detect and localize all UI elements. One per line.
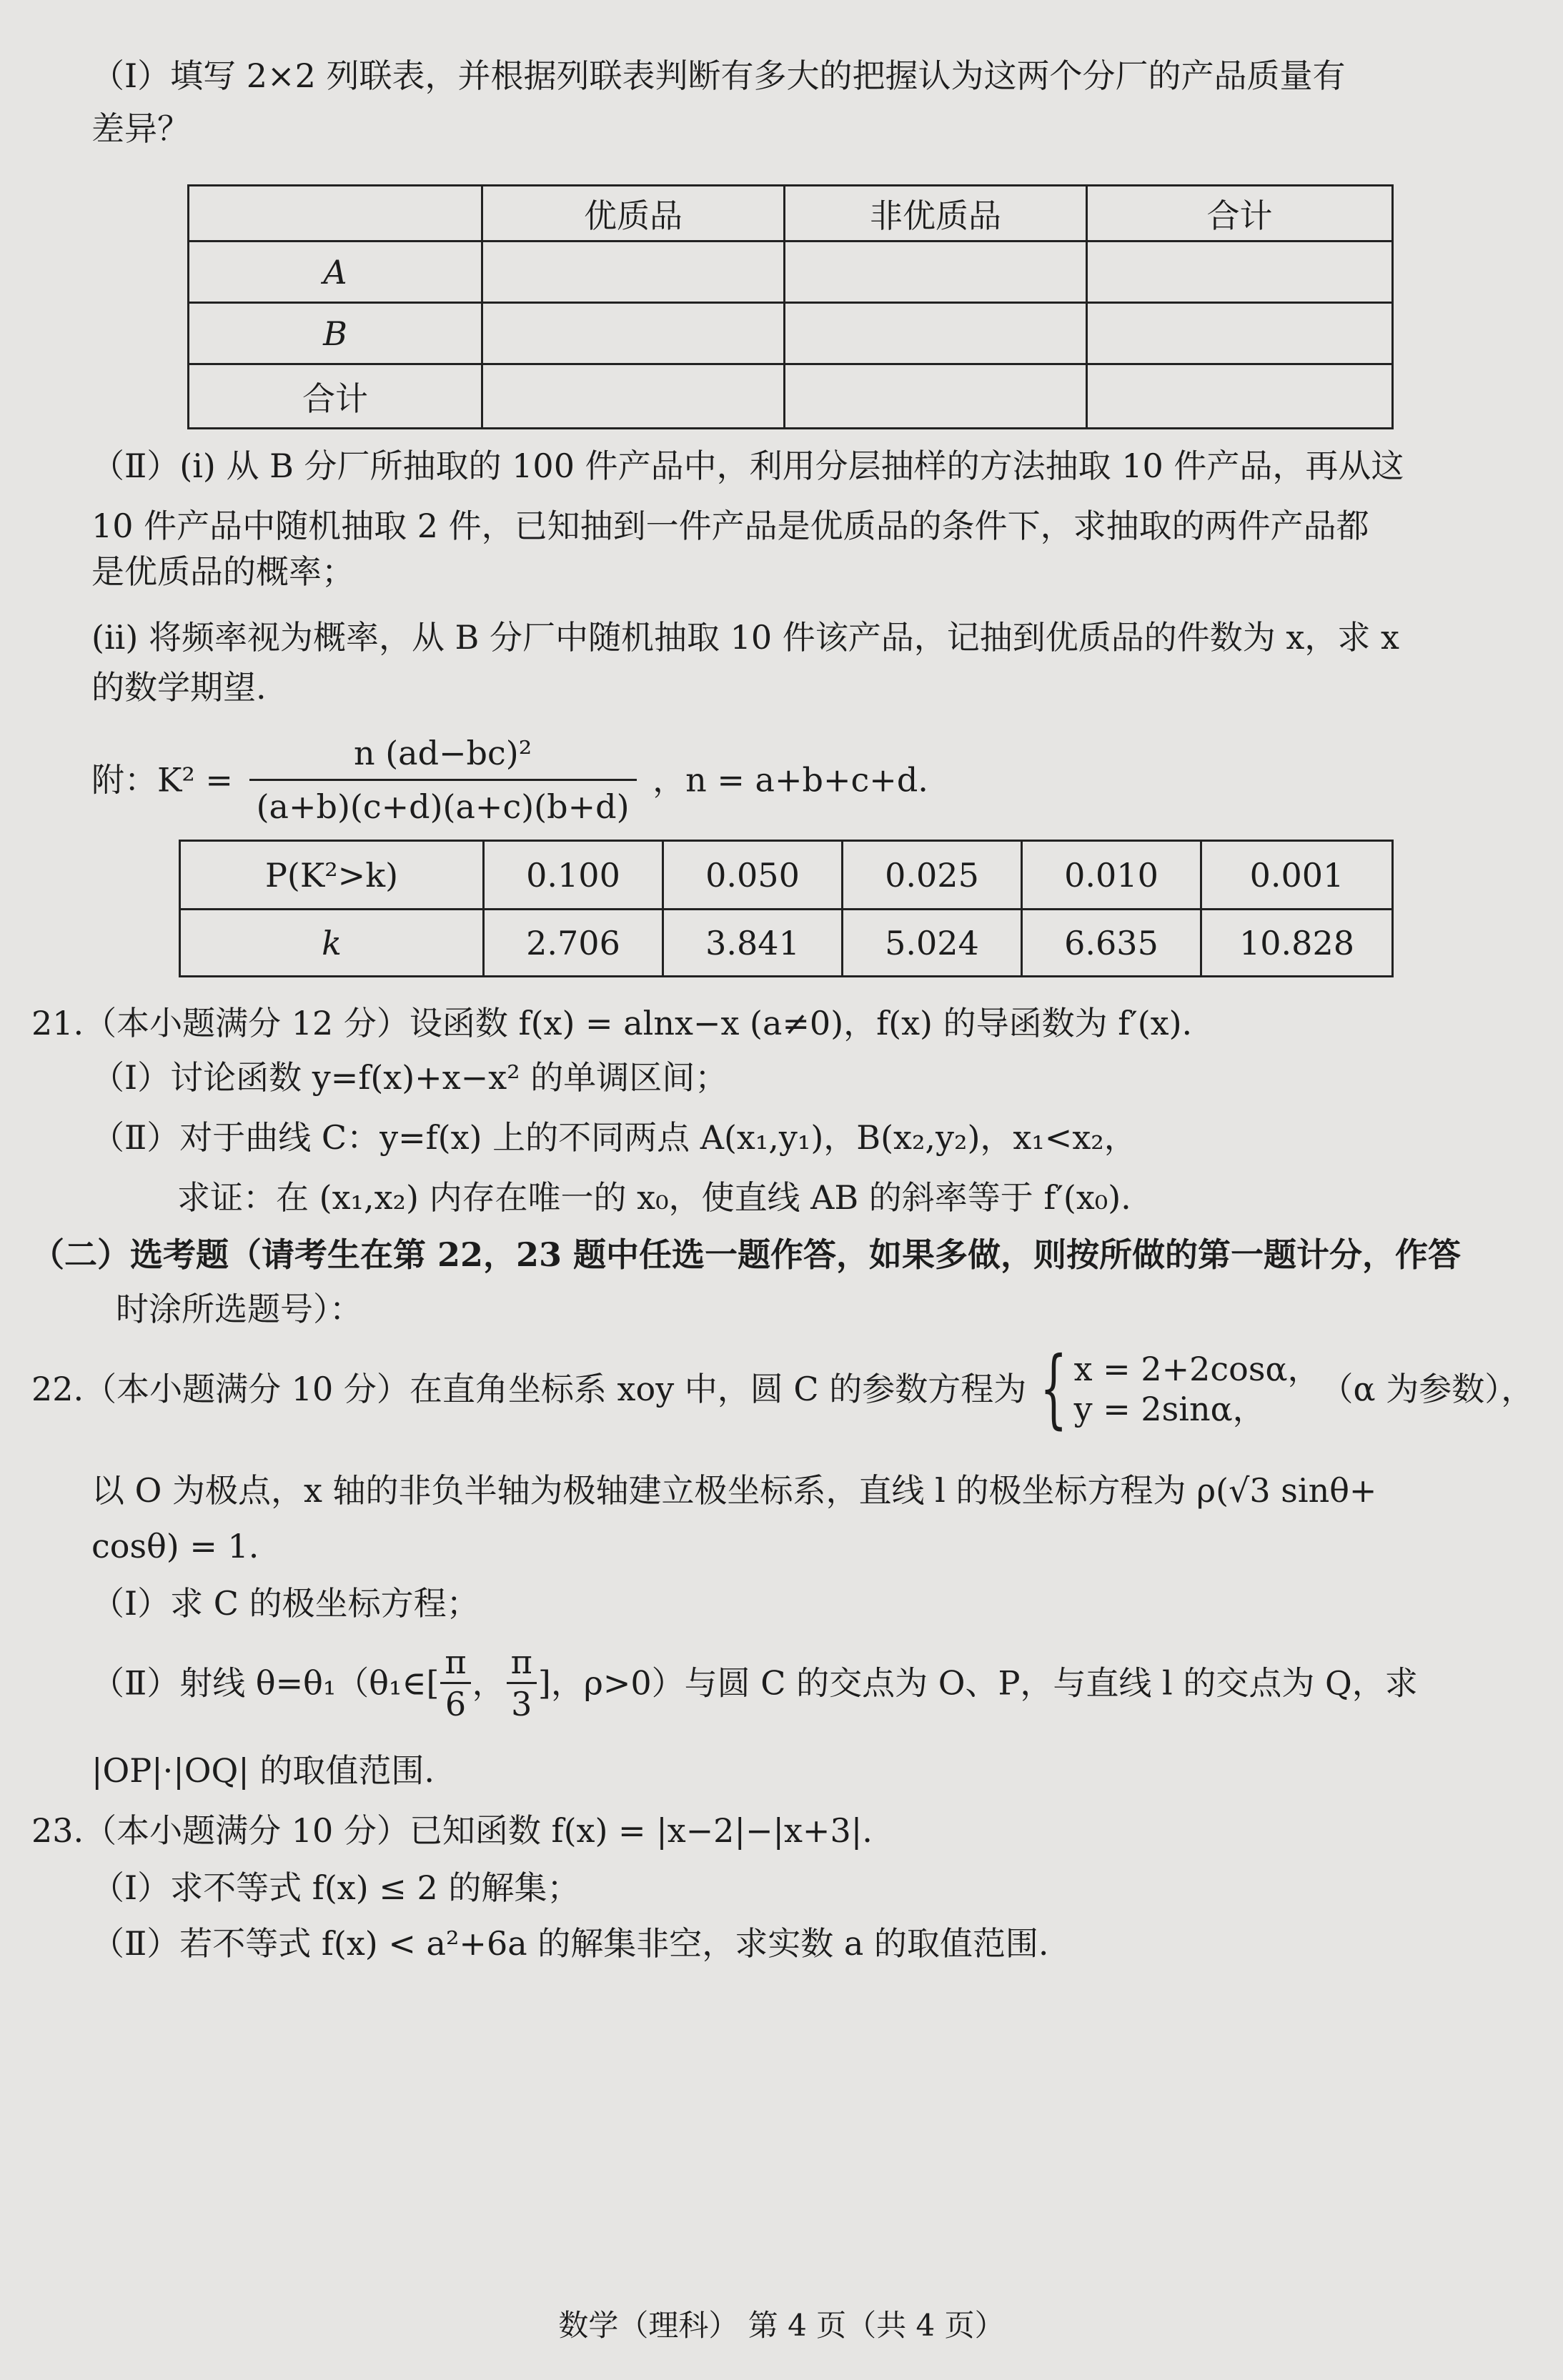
- fraction-denominator: 6: [445, 1685, 467, 1723]
- critical-value-table: [179, 840, 1394, 977]
- fraction-denominator: 3: [511, 1685, 532, 1723]
- q21-part2: （Ⅱ）对于曲线 C：y=f(x) 上的不同两点 A(x₁,y₁)，B(x₂,y₂)，x₁<x₂，: [91, 1118, 1137, 1157]
- q20-part2-text: （Ⅱ）(i) 从 B 分厂所抽取的 100 件产品中，利用分层抽样的方法抽取 10 件产品，再从这: [91, 447, 1404, 485]
- brace-symbol: {: [1040, 1339, 1068, 1438]
- q20-part2-text: 是优质品的概率；: [91, 552, 354, 591]
- q22-part2-cont: |OP|·|OQ| 的取值范围.: [91, 1751, 435, 1790]
- table-cell: 3.841: [663, 910, 843, 977]
- pi-over-3-fraction: [507, 1643, 537, 1723]
- fraction-numerator: π: [507, 1643, 537, 1684]
- q22-text-cont: cosθ) = 1.: [91, 1527, 259, 1565]
- q22-part2-prefix: （Ⅱ）射线 θ=θ₁（θ₁∈[: [91, 1663, 440, 1703]
- table-cell: 0.100: [484, 841, 663, 910]
- q22-stem-text: 22.（本小题满分 10 分）在直角坐标系 xoy 中，圆 C 的参数方程为: [31, 1370, 1027, 1408]
- table-cell: k: [180, 910, 484, 977]
- q22-part2-suffix: ]，ρ>0）与圆 C 的交点为 O、P，与直线 l 的交点为 Q，求: [537, 1663, 1418, 1703]
- table-cell: [1087, 242, 1393, 303]
- table-cell: 5.024: [843, 910, 1022, 977]
- q23-stem: 23.（本小题满分 10 分）已知函数 f(x) = |x−2|−|x+3|.: [31, 1811, 873, 1850]
- pi-over-6-fraction: [440, 1643, 470, 1723]
- parametric-system: [1074, 1349, 1321, 1429]
- table-cell: 10.828: [1201, 910, 1393, 977]
- table-header-cell: [189, 186, 482, 242]
- q22-text: 以 O 为极点，x 轴的非负半轴为极轴建立极坐标系，直线 l 的极坐标方程为 ρ(√3 sinθ+: [91, 1471, 1377, 1510]
- table-cell: [1087, 303, 1393, 364]
- table-cell: 0.001: [1201, 841, 1393, 910]
- formula-numerator: n (ad−bc)²: [249, 732, 637, 781]
- table-cell: [482, 242, 785, 303]
- table-cell: 6.635: [1022, 910, 1201, 977]
- table-row-label: A: [189, 242, 482, 303]
- parametric-eq-y: y = 2sinα，: [1073, 1390, 1266, 1428]
- table-cell: [1087, 364, 1393, 429]
- q22-part1: （Ⅰ）求 C 的极坐标方程；: [91, 1584, 480, 1623]
- table-row-label: B: [189, 303, 482, 364]
- q20-part2-text: 10 件产品中随机抽取 2 件，已知抽到一件产品是优质品的条件下，求抽取的两件产品都: [91, 507, 1369, 545]
- q21-part2-cont: 求证：在 (x₁,x₂) 内存在唯一的 x₀，使直线 AB 的斜率等于 f′(x₀).: [177, 1178, 1131, 1217]
- table-cell: 0.010: [1022, 841, 1201, 910]
- section-heading-cont: 时涂所选题号）：: [116, 1290, 362, 1328]
- fraction-separator: ，: [472, 1663, 505, 1703]
- table-cell: [482, 303, 785, 364]
- table-cell: [785, 364, 1087, 429]
- q22-stem: [31, 1339, 1534, 1438]
- q23-part2: （Ⅱ）若不等式 f(x) < a²+6a 的解集非空，求实数 a 的取值范围.: [91, 1924, 1049, 1963]
- section-heading: （二）选考题（请考生在第 22，23 题中任选一题作答，如果多做，则按所做的第一题计分，作答: [31, 1235, 1462, 1274]
- q21-part1: （Ⅰ）讨论函数 y=f(x)+x−x² 的单调区间；: [91, 1058, 728, 1097]
- table-cell: [785, 242, 1087, 303]
- table-header-cell: 非优质品: [785, 186, 1087, 242]
- page-footer: 数学（理科） 第 4 页（共 4 页）: [558, 2308, 1005, 2343]
- table-cell: [482, 364, 785, 429]
- k-squared-formula: [91, 732, 928, 828]
- formula-fraction: [249, 732, 637, 828]
- formula-prefix: 附：K² =: [91, 760, 233, 800]
- q21-stem: 21.（本小题满分 12 分）设函数 f(x) = alnx−x (a≠0)，f(x) 的导函数为 f′(x).: [31, 1004, 1193, 1042]
- q22-stem-suffix: （α 为参数），: [1320, 1370, 1534, 1408]
- parametric-eq-x: x = 2+2cosα，: [1073, 1350, 1321, 1388]
- table-header-cell: 合计: [1087, 186, 1393, 242]
- table-cell: P(K²>k): [180, 841, 484, 910]
- table-row-label: 合计: [189, 364, 482, 429]
- q20-part1-text: （Ⅰ）填写 2×2 列联表，并根据列联表判断有多大的把握认为这两个分厂的产品质量有: [91, 56, 1346, 95]
- q20-part2-text: (ii) 将频率视为概率，从 B 分厂中随机抽取 10 件该产品，记抽到优质品的件数为 x，求 x: [91, 618, 1399, 657]
- q20-part1-text-cont: 差异？: [91, 109, 190, 148]
- table-cell: 2.706: [484, 910, 663, 977]
- table-cell: 0.050: [663, 841, 843, 910]
- contingency-table: [187, 184, 1394, 429]
- table-header-cell: 优质品: [482, 186, 785, 242]
- table-cell: [785, 303, 1087, 364]
- table-cell: 0.025: [843, 841, 1022, 910]
- formula-denominator: (a+b)(c+d)(a+c)(b+d): [256, 787, 630, 826]
- fraction-numerator: π: [440, 1643, 470, 1684]
- formula-suffix: ，n = a+b+c+d.: [653, 760, 928, 800]
- q20-part2-text: 的数学期望.: [91, 668, 267, 707]
- q22-part2: [91, 1643, 1418, 1723]
- q23-part1: （Ⅰ）求不等式 f(x) ≤ 2 的解集；: [91, 1868, 580, 1907]
